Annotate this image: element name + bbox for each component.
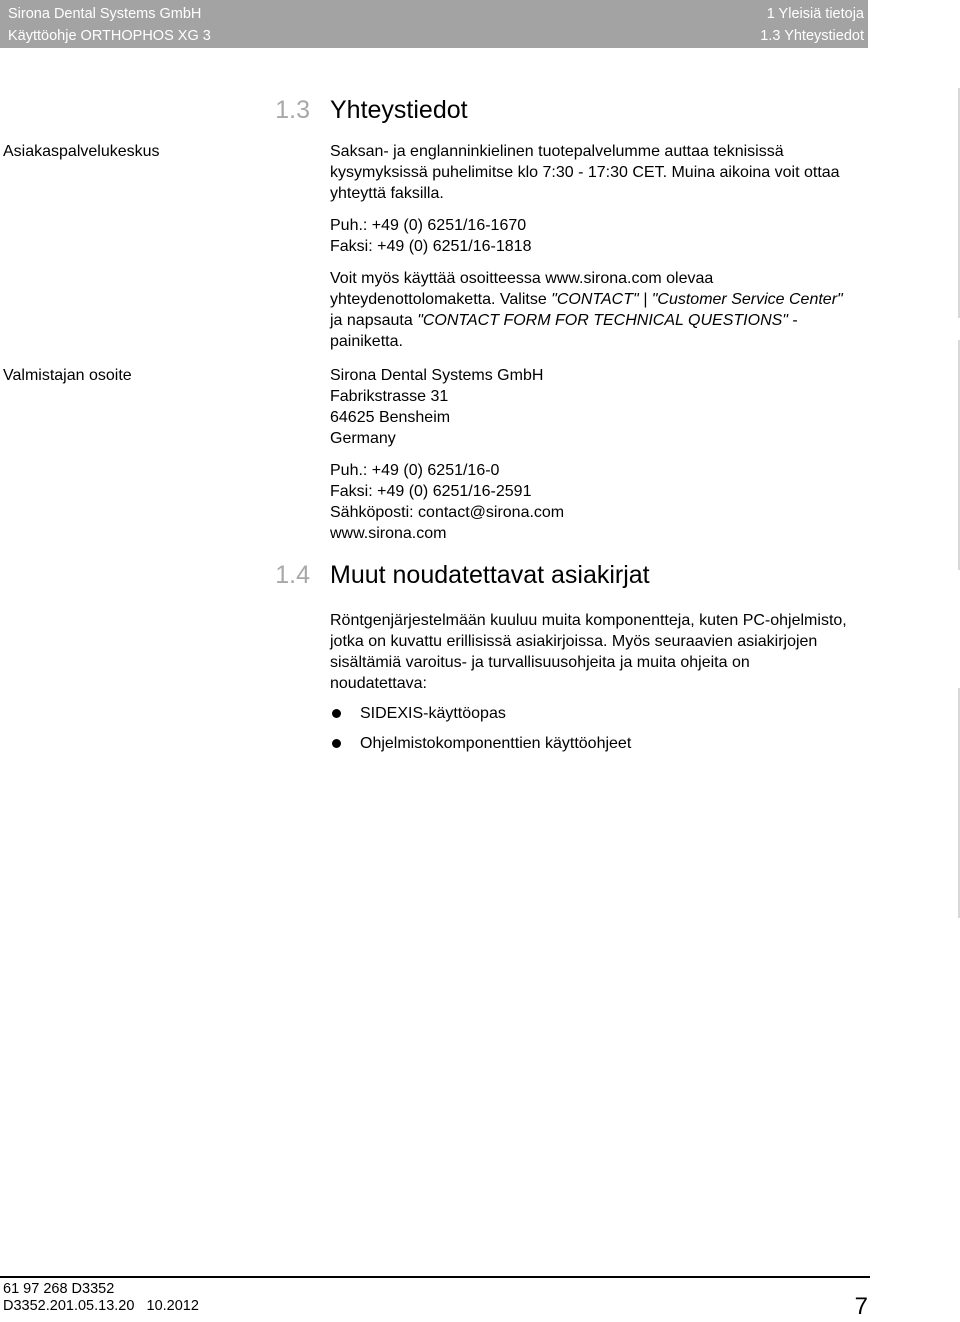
menu-path-reference: "CONTACT" | "Customer Service Center" <box>551 291 843 308</box>
contact-line: Sähköposti: contact@sirona.com <box>330 504 565 521</box>
address-line: 64625 Bensheim <box>330 409 451 426</box>
section-number: 1.3 <box>275 96 310 124</box>
contact-line: www.sirona.com <box>330 525 447 542</box>
text-line: noudatettava: <box>330 675 427 692</box>
footer-divider <box>0 1276 870 1278</box>
text-line: sisältämiä varoitus- ja turvallisuusohjeita ja muita ohjeita on <box>330 654 750 671</box>
list-item: Ohjelmistokomponenttien käyttöohjeet <box>330 733 631 763</box>
section-title: Muut noudatettavat asiakirjat <box>330 561 650 589</box>
service-text-block <box>330 141 875 352</box>
header-company: Sirona Dental Systems GmbH <box>8 6 202 22</box>
text-line: kysymyksissä puhelimitse klo 7:30 - 17:30 CET. Muina aikoina voit ottaa <box>330 164 840 181</box>
contact-line: Faksi: +49 (0) 6251/16-2591 <box>330 483 532 500</box>
text-line: yhteydenottolomaketta. Valitse "CONTACT" | "Customer Service Center" <box>330 291 843 308</box>
manufacturer-address-block <box>330 365 875 544</box>
text-line: ja napsauta "CONTACT FORM FOR TECHNICAL QUESTIONS" - <box>330 312 798 329</box>
service-phone: Puh.: +49 (0) 6251/16-1670 <box>330 217 527 234</box>
footer-doc-number: 61 97 268 D3352 <box>3 1281 115 1297</box>
address-line: Sirona Dental Systems GmbH <box>330 367 544 384</box>
text-line: yhteyttä faksilla. <box>330 185 444 202</box>
footer-revision: D3352.201.05.13.20 10.2012 <box>3 1298 199 1314</box>
other-documents-text <box>330 610 875 694</box>
page-number: 7 <box>854 1293 868 1320</box>
header-section: 1.3 Yhteystiedot <box>760 28 864 44</box>
section-number: 1.4 <box>275 561 310 589</box>
bullet-icon <box>332 739 341 748</box>
text-line: Voit myös käyttää osoitteessa www.sirona.com olevaa <box>330 270 714 287</box>
button-name-reference: "CONTACT FORM FOR TECHNICAL QUESTIONS" <box>417 312 788 329</box>
text-line: jotka on kuvattu erillisissä asiakirjoissa. Myös seuraavien asiakirjojen <box>330 633 818 650</box>
side-label-service: Asiakaspalvelukeskus <box>3 143 160 160</box>
text-line: Saksan- ja englanninkielinen tuotepalvelumme auttaa teknisissä <box>330 143 784 160</box>
bullet-icon <box>332 709 341 718</box>
header-manual: Käyttöohje ORTHOPHOS XG 3 <box>8 28 211 44</box>
side-label-manufacturer: Valmistajan osoite <box>3 367 132 384</box>
section-title: Yhteystiedot <box>330 96 468 124</box>
document-list <box>330 703 631 763</box>
header-chapter: 1 Yleisiä tietoja <box>766 6 864 22</box>
address-line: Germany <box>330 430 396 447</box>
address-line: Fabrikstrasse 31 <box>330 388 449 405</box>
service-fax: Faksi: +49 (0) 6251/16-1818 <box>330 238 532 255</box>
list-item: SIDEXIS-käyttöopas <box>330 703 631 733</box>
text-line: Röntgenjärjestelmään kuuluu muita komponentteja, kuten PC-ohjelmisto, <box>330 612 847 629</box>
page-header <box>0 0 868 48</box>
text-line: painiketta. <box>330 333 403 350</box>
contact-line: Puh.: +49 (0) 6251/16-0 <box>330 462 500 479</box>
